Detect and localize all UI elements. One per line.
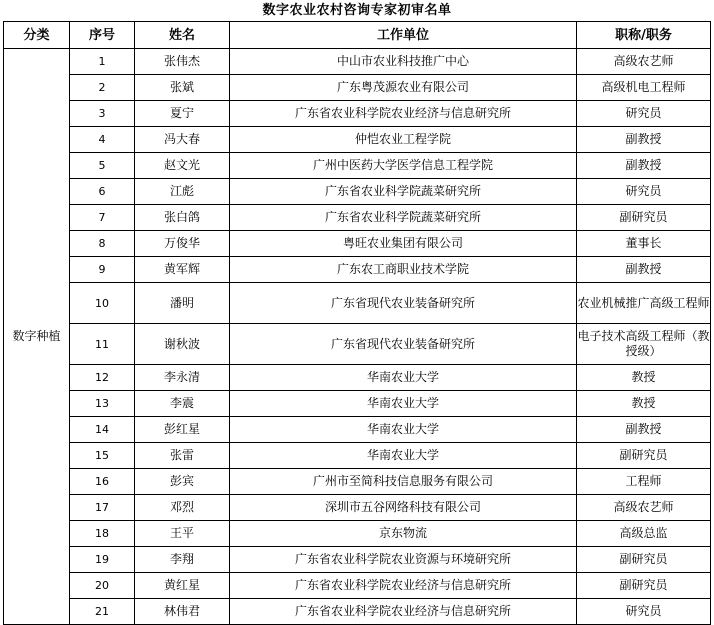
title-cell: 副教授 [577,153,711,179]
name-cell: 万俊华 [135,231,230,257]
title-cell: 副教授 [577,127,711,153]
name-cell: 潘明 [135,283,230,324]
title-cell: 农业机械推广高级工程师 [577,283,711,324]
title-cell: 研究员 [577,101,711,127]
name-cell: 冯大春 [135,127,230,153]
name-cell: 林伟君 [135,599,230,625]
unit-cell: 广东粤茂源农业有限公司 [230,75,577,101]
header-category: 分类 [4,22,70,49]
unit-cell: 京东物流 [230,521,577,547]
seq-cell: 14 [70,417,135,443]
table-row [4,257,711,283]
seq-cell: 17 [70,495,135,521]
unit-cell: 广东省现代农业装备研究所 [230,283,577,324]
table-row [4,469,711,495]
title-cell: 高级农艺师 [577,49,711,75]
title-cell: 副研究员 [577,205,711,231]
table-row [4,205,711,231]
unit-cell: 广东省农业科学院蔬菜研究所 [230,205,577,231]
unit-cell: 广东省农业科学院农业经济与信息研究所 [230,599,577,625]
unit-cell: 深圳市五谷网络科技有限公司 [230,495,577,521]
name-cell: 黄军辉 [135,257,230,283]
table-row [4,179,711,205]
unit-cell: 中山市农业科技推广中心 [230,49,577,75]
table-row [4,49,711,75]
title-cell: 高级总监 [577,521,711,547]
name-cell: 张斌 [135,75,230,101]
table-row [4,283,711,324]
title-cell: 副研究员 [577,573,711,599]
name-cell: 彭红星 [135,417,230,443]
name-cell: 江彪 [135,179,230,205]
unit-cell: 粤旺农业集团有限公司 [230,231,577,257]
seq-cell: 21 [70,599,135,625]
title-cell: 研究员 [577,179,711,205]
header-seq: 序号 [70,22,135,49]
title-cell: 董事长 [577,231,711,257]
name-cell: 李翔 [135,547,230,573]
unit-cell: 广东省农业科学院农业资源与环境研究所 [230,547,577,573]
table-row [4,547,711,573]
title-cell: 副研究员 [577,443,711,469]
seq-cell: 9 [70,257,135,283]
name-cell: 赵文光 [135,153,230,179]
unit-cell: 广东省农业科学院农业经济与信息研究所 [230,573,577,599]
unit-cell: 广东省农业科学院蔬菜研究所 [230,179,577,205]
table-row [4,573,711,599]
unit-cell: 广州中医药大学医学信息工程学院 [230,153,577,179]
unit-cell: 华南农业大学 [230,443,577,469]
unit-cell: 仲恺农业工程学院 [230,127,577,153]
title-cell: 高级农艺师 [577,495,711,521]
name-cell: 张白鸽 [135,205,230,231]
seq-cell: 6 [70,179,135,205]
title-cell: 副研究员 [577,547,711,573]
table-row [4,231,711,257]
seq-cell: 2 [70,75,135,101]
header-name: 姓名 [135,22,230,49]
table-row [4,417,711,443]
seq-cell: 11 [70,324,135,365]
table-row [4,495,711,521]
title-cell: 电子技术高级工程师（教授级） [577,324,711,365]
seq-cell: 5 [70,153,135,179]
name-cell: 夏宁 [135,101,230,127]
seq-cell: 1 [70,49,135,75]
title-cell: 副教授 [577,417,711,443]
document-title: 数字农业农村咨询专家初审名单 [262,3,452,18]
table-row [4,101,711,127]
title-cell: 副教授 [577,257,711,283]
name-cell: 彭宾 [135,469,230,495]
unit-cell: 广东省现代农业装备研究所 [230,324,577,365]
unit-cell: 广东农工商职业技术学院 [230,257,577,283]
table-row [4,153,711,179]
table-row [4,391,711,417]
seq-cell: 20 [70,573,135,599]
header-title: 职称/职务 [577,22,711,49]
name-cell: 李震 [135,391,230,417]
table-row [4,521,711,547]
title-cell: 教授 [577,391,711,417]
seq-cell: 3 [70,101,135,127]
seq-cell: 4 [70,127,135,153]
name-cell: 王平 [135,521,230,547]
title-cell: 工程师 [577,469,711,495]
header-unit: 工作单位 [230,22,577,49]
title-cell: 高级机电工程师 [577,75,711,101]
unit-cell: 华南农业大学 [230,365,577,391]
category-cell: 数字种植 [4,49,70,625]
unit-cell: 广东省农业科学院农业经济与信息研究所 [230,101,577,127]
seq-cell: 8 [70,231,135,257]
name-cell: 张雷 [135,443,230,469]
table-body [4,49,711,625]
seq-cell: 13 [70,391,135,417]
seq-cell: 7 [70,205,135,231]
title-cell: 研究员 [577,599,711,625]
table-row [4,75,711,101]
seq-cell: 18 [70,521,135,547]
name-cell: 李永清 [135,365,230,391]
table-header-row [4,22,711,49]
seq-cell: 10 [70,283,135,324]
title-cell: 教授 [577,365,711,391]
unit-cell: 广州市至简科技信息服务有限公司 [230,469,577,495]
name-cell: 谢秋波 [135,324,230,365]
seq-cell: 12 [70,365,135,391]
table-row [4,365,711,391]
seq-cell: 15 [70,443,135,469]
expert-table [3,21,711,625]
table-row [4,443,711,469]
name-cell: 黄红星 [135,573,230,599]
name-cell: 邓烈 [135,495,230,521]
unit-cell: 华南农业大学 [230,391,577,417]
name-cell: 张伟杰 [135,49,230,75]
unit-cell: 华南农业大学 [230,417,577,443]
table-row [4,599,711,625]
seq-cell: 19 [70,547,135,573]
seq-cell: 16 [70,469,135,495]
table-row [4,127,711,153]
table-row [4,324,711,365]
